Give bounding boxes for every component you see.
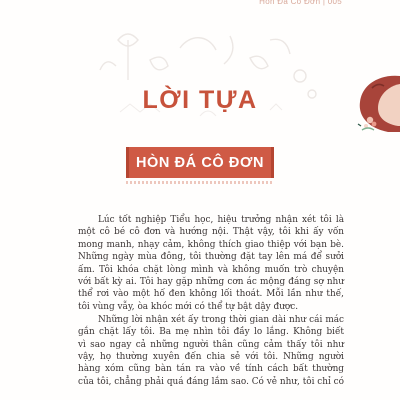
text-line: một cô bé cô đơn và hướng nội. Thật vậy, tôi khi ấy vốn xyxy=(78,227,344,238)
running-head: Hòn Đá Cô Đơn | 005 xyxy=(259,0,342,6)
text-line: với bất kỳ ai. Tôi hay gặp những cơn ác mộng đáng sợ như xyxy=(78,277,344,288)
chapter-title: LỜI TỰA xyxy=(142,86,258,114)
text-line: vậy, họ thường xuyên đến chia sẻ với tôi. Những người xyxy=(78,352,344,363)
text-line: Những ngày mùa đông, tôi thường đặt tay lên má để sưởi xyxy=(78,252,344,263)
text-line: của tôi, chẳng phải quá đáng lắm sao. Có vẻ như, tôi chỉ có xyxy=(78,376,344,387)
text-line: Lúc tốt nghiệp Tiểu học, hiệu trưởng nhận xét tôi là xyxy=(98,215,344,225)
text-line: gắn chặt lấy tôi. Ba mẹ nhìn tôi đầy lo lắng. Không biết xyxy=(78,327,344,338)
text-line: thể rơi vào một hố đen không lối thoát. Mỗi lần như thế, xyxy=(78,289,344,300)
body-text xyxy=(58,214,344,389)
banner-underline xyxy=(126,181,274,184)
text-line: mong manh, nhạy cảm, không thích giao thiệp với bạn bè. xyxy=(78,239,344,250)
text-line: Những lời nhận xét ấy trong thời gian dài như cái mác xyxy=(98,314,344,325)
text-line: hàng xóm cũng bàn tán ra vào về tính cách bất thường xyxy=(78,364,344,375)
text-line: tôi vùng vẫy, òa khóc mới có thể tự bật dậy được. xyxy=(78,301,299,312)
banner-title: HÒN ĐÁ CÔ ĐƠN xyxy=(135,154,265,171)
section-banner xyxy=(126,147,274,178)
paragraph-2 xyxy=(58,314,344,388)
background-doodles xyxy=(0,0,400,150)
text-line: vì sao ngay cả những người thân cũng cảm thấy tôi như xyxy=(78,339,344,350)
paragraph-1 xyxy=(58,214,344,313)
text-line: ấm. Tôi khóa chặt lòng mình và không muốn trò chuyện xyxy=(78,264,344,275)
